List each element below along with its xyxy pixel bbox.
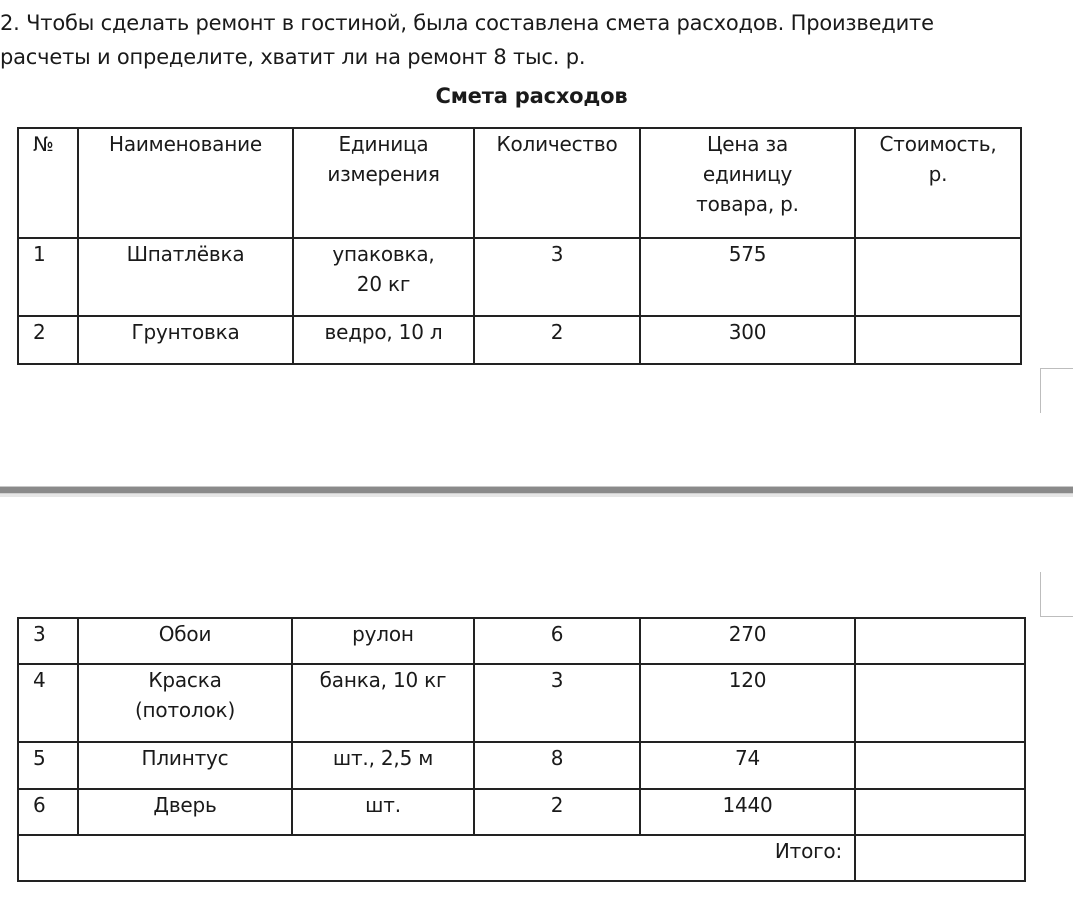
row-num: 4 — [18, 664, 78, 742]
header-name: Наименование — [78, 128, 293, 238]
row-cost — [855, 789, 1025, 835]
row-unit: рулон — [292, 618, 474, 664]
row-name: Краска (потолок) — [78, 664, 292, 742]
row-cost — [855, 238, 1021, 316]
row-price: 575 — [640, 238, 855, 316]
row-cost — [855, 664, 1025, 742]
table-title: Смета расходов — [435, 84, 628, 108]
row-qty: 3 — [474, 664, 640, 742]
total-value — [855, 835, 1025, 881]
row-name: Плинтус — [78, 742, 292, 789]
task-line-2: расчеты и определите, хватит ли на ремонт 8 тыс. р. — [0, 45, 586, 69]
table-row — [18, 238, 1021, 316]
header-price: Цена за единицу товара, р. — [640, 128, 855, 238]
row-unit: ведро, 10 л — [293, 316, 474, 364]
row-name: Обои — [78, 618, 292, 664]
row-price: 270 — [640, 618, 855, 664]
row-num: 2 — [18, 316, 78, 364]
row-unit: шт. — [292, 789, 474, 835]
row-cost — [855, 316, 1021, 364]
page-corner-mark — [1040, 368, 1073, 413]
row-qty: 2 — [474, 789, 640, 835]
row-num: 1 — [18, 238, 78, 316]
header-cost: Стоимость, р. — [855, 128, 1021, 238]
row-cost — [855, 742, 1025, 789]
row-unit: банка, 10 кг — [292, 664, 474, 742]
page-separator — [0, 486, 1073, 494]
header-qty: Количество — [474, 128, 640, 238]
header-num: № — [18, 128, 78, 238]
row-qty: 2 — [474, 316, 640, 364]
task-text — [0, 6, 1073, 74]
row-num: 3 — [18, 618, 78, 664]
total-label: Итого: — [18, 835, 855, 881]
row-name: Грунтовка — [78, 316, 293, 364]
header-unit: Единица измерения — [293, 128, 474, 238]
total-row — [18, 835, 1025, 881]
estimate-table-page-2 — [17, 617, 1026, 882]
table-row — [18, 742, 1025, 789]
page-separator-shadow — [0, 494, 1073, 497]
row-num: 5 — [18, 742, 78, 789]
table-row — [18, 664, 1025, 742]
row-price: 1440 — [640, 789, 855, 835]
row-qty: 6 — [474, 618, 640, 664]
table-header-row — [18, 128, 1021, 238]
table-row — [18, 789, 1025, 835]
row-name: Шпатлёвка — [78, 238, 293, 316]
row-qty: 3 — [474, 238, 640, 316]
row-num: 6 — [18, 789, 78, 835]
row-price: 74 — [640, 742, 855, 789]
row-unit: упаковка, 20 кг — [293, 238, 474, 316]
row-unit: шт., 2,5 м — [292, 742, 474, 789]
row-qty: 8 — [474, 742, 640, 789]
row-name: Дверь — [78, 789, 292, 835]
row-price: 120 — [640, 664, 855, 742]
table-row — [18, 316, 1021, 364]
row-price: 300 — [640, 316, 855, 364]
page-corner-mark — [1040, 572, 1073, 617]
task-line-1: 2. Чтобы сделать ремонт в гостиной, была составлена смета расходов. Произведите — [0, 11, 934, 35]
estimate-table-page-1 — [17, 127, 1022, 365]
row-cost — [855, 618, 1025, 664]
table-row — [18, 618, 1025, 664]
